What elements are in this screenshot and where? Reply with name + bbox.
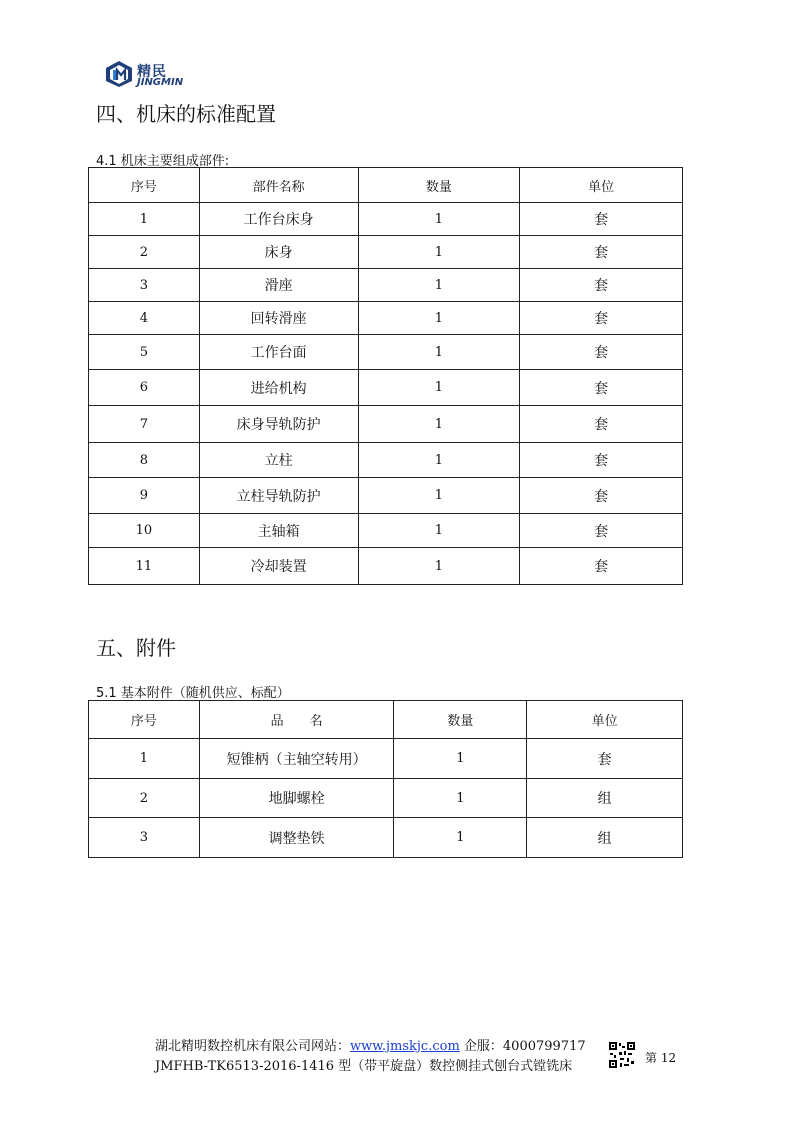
- table-row: [89, 302, 683, 335]
- row-index: 5: [89, 335, 200, 370]
- table-row: [89, 370, 683, 406]
- unit: 套: [520, 478, 683, 514]
- unit: 套: [520, 443, 683, 478]
- logo-text-cn: 精民: [137, 64, 167, 80]
- quantity: 1: [358, 236, 520, 269]
- part-name: 立柱: [199, 443, 358, 478]
- item-name: 短锥柄（主轴空转用）: [199, 739, 394, 779]
- part-name: 回转滑座: [199, 302, 358, 335]
- unit: 套: [520, 514, 683, 548]
- header-cell: 部件名称: [199, 168, 358, 203]
- row-index: 11: [89, 548, 200, 585]
- table-row: [89, 739, 683, 779]
- machine-model: JMFHB-TK6513-2016-1416 型（带平旋盘）数控侧挂式刨台式镗铣床: [155, 1059, 573, 1074]
- table-header-row: [89, 168, 683, 203]
- part-name: 主轴箱: [199, 514, 358, 548]
- company-logo: [104, 60, 204, 90]
- qr-code-icon: [608, 1041, 636, 1069]
- row-index: 2: [89, 236, 200, 269]
- row-index: 3: [89, 269, 200, 302]
- logo-text-en: JINGMIN: [137, 77, 184, 88]
- unit: 套: [520, 406, 683, 443]
- section5-subtitle: 5.1 基本附件（随机供应、标配）: [96, 686, 290, 701]
- table-row: [89, 203, 683, 236]
- quantity: 1: [358, 203, 520, 236]
- table-header-row: [89, 701, 683, 739]
- footer-contact-line: [155, 1035, 586, 1054]
- unit: 组: [527, 818, 683, 858]
- quantity: 1: [394, 779, 527, 818]
- row-index: 1: [89, 203, 200, 236]
- header-cell: 数量: [358, 168, 520, 203]
- part-name: 床身: [199, 236, 358, 269]
- table-row: [89, 818, 683, 858]
- item-name: 地脚螺栓: [199, 779, 394, 818]
- table-row: [89, 269, 683, 302]
- unit: 套: [520, 335, 683, 370]
- header-cell: 序号: [89, 168, 200, 203]
- row-index: 4: [89, 302, 200, 335]
- jingmin-logo-icon: [104, 60, 134, 88]
- table-row: [89, 335, 683, 370]
- header-cell: 数量: [394, 701, 527, 739]
- quantity: 1: [358, 443, 520, 478]
- table-row: [89, 514, 683, 548]
- components-table: [88, 167, 683, 585]
- table-row: [89, 443, 683, 478]
- row-index: 1: [89, 739, 200, 779]
- part-name: 进给机构: [199, 370, 358, 406]
- section4-title: 四、机床的标准配置: [96, 102, 276, 126]
- row-index: 3: [89, 818, 200, 858]
- part-name: 工作台床身: [199, 203, 358, 236]
- row-index: 7: [89, 406, 200, 443]
- unit: 组: [527, 779, 683, 818]
- table-row: [89, 478, 683, 514]
- header-cell: 单位: [520, 168, 683, 203]
- table-row: [89, 548, 683, 585]
- accessories-table: [88, 700, 683, 858]
- quantity: 1: [358, 269, 520, 302]
- quantity: 1: [358, 335, 520, 370]
- table-row: [89, 406, 683, 443]
- header-cell: 序号: [89, 701, 200, 739]
- part-name: 床身导轨防护: [199, 406, 358, 443]
- unit: 套: [520, 548, 683, 585]
- row-index: 9: [89, 478, 200, 514]
- quantity: 1: [358, 548, 520, 585]
- header-cell: 单位: [527, 701, 683, 739]
- quantity: 1: [358, 370, 520, 406]
- quantity: 1: [358, 514, 520, 548]
- page-number: 第 12: [645, 1051, 677, 1065]
- part-name: 工作台面: [199, 335, 358, 370]
- unit: 套: [520, 269, 683, 302]
- item-name: 调整垫铁: [199, 818, 394, 858]
- table-row: [89, 236, 683, 269]
- row-index: 6: [89, 370, 200, 406]
- unit: 套: [520, 370, 683, 406]
- part-name: 滑座: [199, 269, 358, 302]
- header-cell: 品 名: [199, 701, 394, 739]
- quantity: 1: [394, 739, 527, 779]
- quantity: 1: [358, 478, 520, 514]
- unit: 套: [520, 203, 683, 236]
- unit: 套: [520, 236, 683, 269]
- section4-subtitle: 4.1 机床主要组成部件:: [96, 154, 230, 169]
- table-row: [89, 779, 683, 818]
- unit: 套: [527, 739, 683, 779]
- part-name: 立柱导轨防护: [199, 478, 358, 514]
- quantity: 1: [394, 818, 527, 858]
- part-name: 冷却装置: [199, 548, 358, 585]
- company-name: 湖北精明数控机床有限公司网站：: [155, 1039, 351, 1054]
- quantity: 1: [358, 302, 520, 335]
- row-index: 2: [89, 779, 200, 818]
- row-index: 8: [89, 443, 200, 478]
- section5-title: 五、附件: [96, 636, 176, 660]
- row-index: 10: [89, 514, 200, 548]
- quantity: 1: [358, 406, 520, 443]
- service-hotline: 企服：4000799717: [459, 1039, 586, 1054]
- website-link[interactable]: www.jmskjc.com: [350, 1039, 460, 1054]
- unit: 套: [520, 302, 683, 335]
